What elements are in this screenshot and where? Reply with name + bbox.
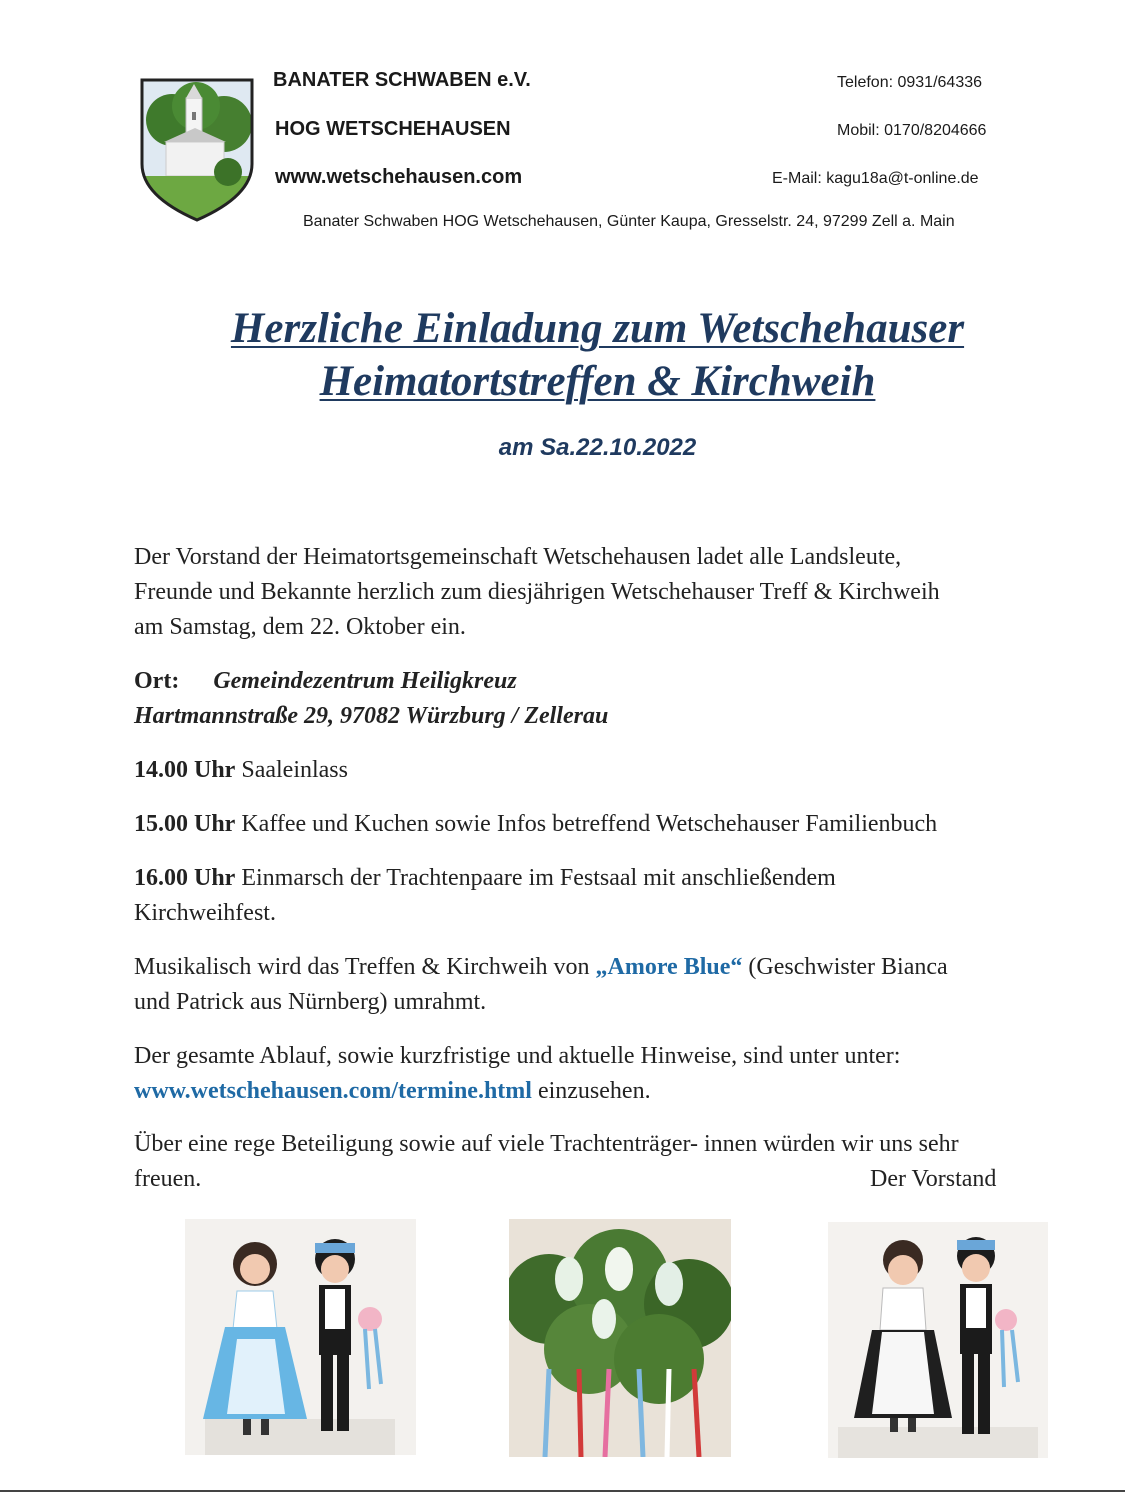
- venue-name: Gemeindezentrum Heiligkreuz: [213, 668, 517, 694]
- kirchweih-bouquets-photo: [509, 1219, 731, 1457]
- org-name: BANATER SCHWABEN e.V.: [273, 69, 531, 91]
- location-label: Ort:: [134, 668, 180, 694]
- hog-coat-of-arms-logo: [138, 76, 256, 224]
- hog-name: HOG WETSCHEHAUSEN: [275, 118, 511, 140]
- schedule-time: 16.00 Uhr: [134, 865, 236, 891]
- intro-line-2: Freunde und Bekannte herzlich zum diesjährigen Wetschehauser Treff & Kirchweih: [134, 579, 940, 605]
- closing-paragraph: [134, 1127, 1064, 1197]
- schedule-text-cont: Kirchweihfest.: [134, 900, 276, 926]
- venue-address: Hartmannstraße 29, 97082 Würzburg / Zellerau: [134, 703, 609, 729]
- sender-address: Banater Schwaben HOG Wetschehausen, Günter Kaupa, Gresselstr. 24, 97299 Zell a. Main: [303, 213, 955, 230]
- closing-line-2: freuen.: [134, 1166, 202, 1192]
- schedule-time: 14.00 Uhr: [134, 757, 236, 783]
- intro-line-3: am Samstag, dem 22. Oktober ein.: [134, 614, 466, 640]
- schedule-text: Saaleinlass: [235, 757, 348, 783]
- email-address[interactable]: E-Mail: kagu18a@t-online.de: [772, 170, 979, 187]
- schedule-time: 15.00 Uhr: [134, 811, 236, 837]
- invitation-title-line2: Heimatortstreffen & Kirchweih: [319, 358, 876, 405]
- location-block: [134, 664, 1064, 734]
- info-line-1: Der gesamte Ablauf, sowie kurzfristige und aktuelle Hinweise, sind unter unter:: [134, 1043, 901, 1069]
- intro-line-1: Der Vorstand der Heimatortsgemeinschaft Wetschehausen ladet alle Landsleute,: [134, 544, 902, 570]
- event-date: am Sa.22.10.2022: [498, 434, 697, 461]
- mobile-number: Mobil: 0170/8204666: [837, 122, 987, 139]
- website-link[interactable]: www.wetschehausen.com: [275, 166, 523, 188]
- music-text: Musikalisch wird das Treffen & Kirchweih von: [134, 954, 596, 980]
- music-paragraph: [134, 950, 1064, 1020]
- schedule-text: Kaffee und Kuchen sowie Infos betreffend Wetschehauser Familienbuch: [235, 811, 938, 837]
- info-post: einzusehen.: [531, 1078, 651, 1104]
- info-paragraph: [134, 1039, 1064, 1109]
- doll-couple-photo-2: [828, 1222, 1048, 1458]
- invitation-title-line1: Herzliche Einladung zum Wetschehauser: [230, 305, 965, 352]
- schedule-item: [134, 807, 1064, 842]
- schedule-item: [134, 861, 1064, 931]
- intro-paragraph: [134, 540, 1064, 645]
- page-bottom-divider: [0, 1490, 1125, 1492]
- music-line-2: und Patrick aus Nürnberg) umrahmt.: [134, 989, 487, 1015]
- signature: Der Vorstand: [870, 1166, 997, 1192]
- termine-link[interactable]: www.wetschehausen.com/termine.html: [134, 1078, 532, 1104]
- phone-number: Telefon: 0931/64336: [837, 74, 983, 91]
- closing-line-1: Über eine rege Beteiligung sowie auf viele Trachtenträger- innen würden wir uns sehr: [134, 1131, 959, 1157]
- band-name: „Amore Blue“: [595, 954, 743, 980]
- music-text-post: (Geschwister Bianca: [742, 954, 948, 980]
- doll-couple-photo-1: [185, 1219, 416, 1455]
- schedule-item: [134, 753, 1064, 788]
- schedule-text: Einmarsch der Trachtenpaare im Festsaal mit anschließendem: [235, 865, 836, 891]
